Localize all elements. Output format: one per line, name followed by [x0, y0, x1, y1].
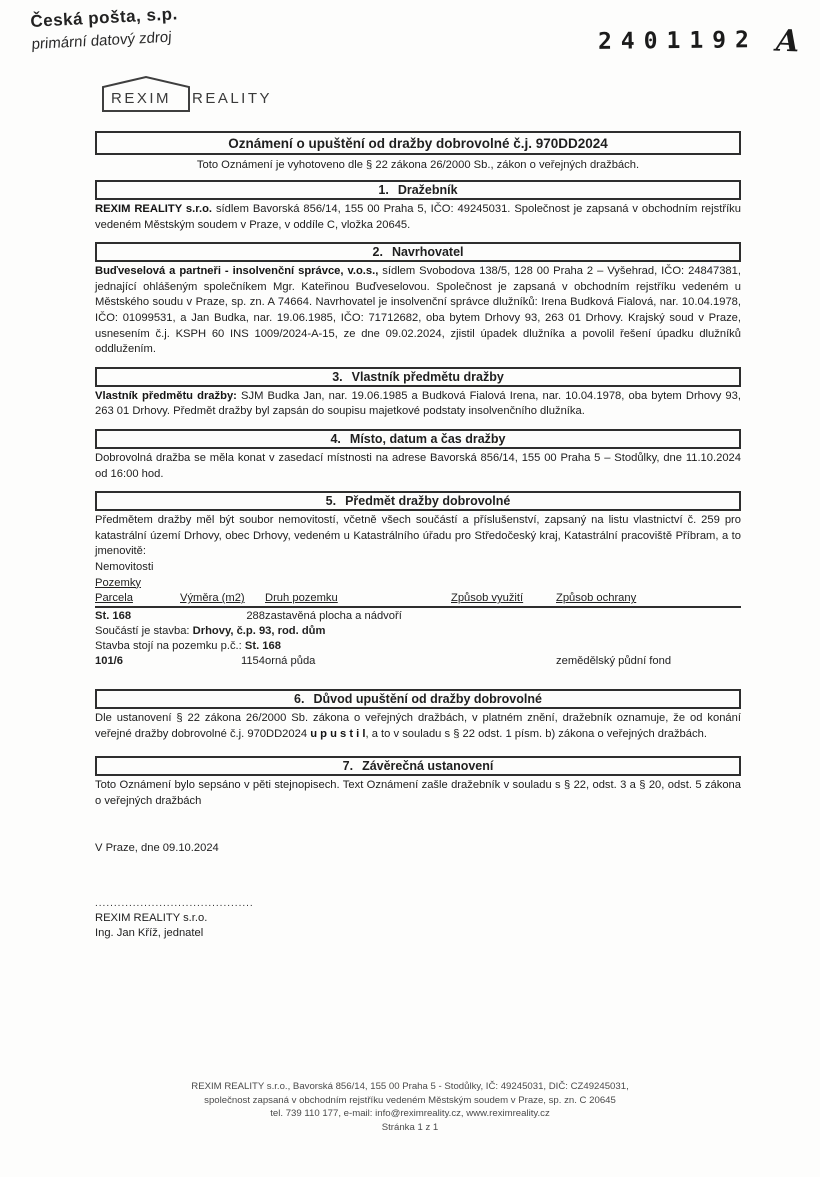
- emphasized-word: u p u s t i l: [310, 727, 366, 740]
- footer-company-line: REXIM REALITY s.r.o., Bavorská 856/14, 155 00 Praha 5 - Stodůlky, IČ: 49245031, DIČ: CZ49245031,: [191, 1081, 629, 1092]
- cell-druh: zastavěná plocha a nádvoří: [265, 610, 402, 623]
- section-2-header: [95, 242, 741, 262]
- cell-parcela: St. 168: [95, 610, 132, 623]
- col-header-druh: Druh pozemku: [265, 592, 451, 607]
- page-footer: [0, 1080, 820, 1134]
- note-building: Součástí je stavba: Drhovy, č.p. 93, rod. dům: [95, 625, 326, 638]
- svg-text:REXIM: REXIM: [111, 90, 172, 107]
- section-5-title: Předmět dražby dobrovolné: [345, 494, 511, 509]
- house-outline-icon: [100, 72, 270, 114]
- note-building-parcel: Stavba stojí na pozemku p.č.: St. 168: [95, 640, 281, 653]
- document-subtitle: Toto Oznámení je vyhotoveno dle § 22 zákona 26/2000 Sb., zákon o veřejných dražbách.: [196, 159, 640, 171]
- cell-parcela: 101/6: [95, 655, 123, 668]
- signature-name: Ing. Jan Kříž, jednatel: [95, 927, 204, 940]
- cell-vyuziti: [451, 607, 556, 623]
- rexim-reality-logo: [100, 72, 270, 119]
- section-5-number: 5.: [325, 494, 337, 509]
- table-note-row: [95, 638, 741, 653]
- section-6-header: [95, 689, 741, 709]
- cell-druh: orná půda: [265, 655, 316, 668]
- document-title-box: [95, 131, 741, 155]
- land-parcels-table: [95, 592, 741, 668]
- footer-contact-line: tel. 739 110 177, e-mail: info@reximreality.cz, www.reximreality.cz: [270, 1108, 550, 1119]
- col-header-vymera: Výměra (m2): [180, 592, 265, 607]
- cell-vymera: 288: [246, 610, 265, 623]
- col-header-parcela: Parcela: [95, 592, 180, 607]
- barcode-number-stamp: [598, 24, 800, 59]
- section-4-title: Místo, datum a čas dražby: [349, 431, 506, 446]
- signature-company: REXIM REALITY s.r.o.: [95, 912, 208, 925]
- section-5-header: [95, 491, 741, 511]
- stamp-letter: A: [775, 23, 801, 60]
- section-1-number: 1.: [378, 183, 389, 197]
- section-3-number: 3.: [332, 369, 343, 384]
- table-row: [95, 653, 741, 668]
- section-7-number: 7.: [342, 759, 354, 774]
- section-3-header: [95, 367, 741, 387]
- page-number: Stránka 1 z 1: [381, 1121, 439, 1133]
- signature-line: ..........................................: [95, 898, 254, 910]
- section-1-header: [95, 180, 741, 200]
- svg-text:REALITY: REALITY: [192, 90, 270, 107]
- col-header-ochrana: Způsob ochrany: [556, 592, 741, 607]
- place-and-date: V Praze, dne 09.10.2024: [95, 842, 219, 855]
- section-2-body: Buďveselová a partneři - insolvenční správce, v.o.s., sídlem Svobodova 138/5, 128 00 Praha 2 – Vyšehrad, IČO: 24847381, jednající ohlášeným společníkem Mgr. Kateřinou Buďveselovou. Společnost je zapsaná v obchodním rejstříku vedeném u Městského soudu v Praze, sp. zn. A 74664. Navrhovatel je insolvenční správce dlužníků: Irena Budková Fialová, nar. 10.04.1978, IČO: 01099531, a Jan Budka, nar. 19.06.1985, IČO: 71712682, oba bytem Drhovy 93, 263 01 Drhovy. Krajský soud v Praze, usnesením č.j. KSPH 60 INS 1009/2024-A-15, ze dne 09.02.2024, zjistil úpadek dlužníka a povolil řešení úpadku dlužníků oddlužením.: [95, 265, 741, 356]
- cell-vymera: 1154: [240, 655, 265, 668]
- signature-block: [95, 896, 741, 941]
- section-6-number: 6.: [294, 692, 305, 707]
- table-note-row: [95, 623, 741, 638]
- section-5-intro: Předmětem dražby měl být soubor nemovitostí, včetně všech součástí a příslušenství, zapsaný na listu vlastnictví č. 259 pro katastrální území Drhovy, obec Drhovy, vedeném u Katastrálního úřadu pro Středočeský kraj, Katastrální pracoviště Příbram, a to jmenovitě:: [95, 514, 741, 558]
- sender-subtitle: primární datový zdroj: [31, 28, 173, 53]
- section-7-header: [95, 756, 741, 776]
- section-1-title: Dražebník: [397, 183, 458, 197]
- cell-vyuziti: [451, 653, 556, 668]
- section-7-title: Závěrečná ustanovení: [362, 759, 494, 774]
- sender-name: Česká pošta, s.p.: [30, 4, 179, 31]
- section-6-body: Dle ustanovení § 22 zákona 26/2000 Sb. zákona o veřejných dražbách, v platném znění, dražebník oznamuje, že od konání veřejné dražby dobrovolné č.j. 970DD2024 u p u s t i l, a to v souladu s § 22 odst. 1 písm. b) zákona o veřejných dražbách.: [95, 712, 741, 740]
- stamp-number: 2401192: [597, 27, 759, 55]
- cell-ochrana: [556, 607, 741, 623]
- section-3-body: Vlastník předmětu dražby: SJM Budka Jan, nar. 19.06.1985 a Budková Fialová Irena, nar. 10.04.1978, oba bytem Drhovy 93, 263 01 Drhovy. Předmět dražby byl zapsán do soupisu majetkové podstaty insolvenčního dlužníka.: [95, 389, 741, 418]
- sender-block: [30, 4, 179, 53]
- section-6-title: Důvod upuštění od dražby dobrovolné: [313, 692, 542, 707]
- table-row: [95, 607, 741, 623]
- document-title: Oznámení o upuštění od dražby dobrovolné č.j. 970DD2024: [228, 135, 608, 151]
- section-2-title: Navrhovatel: [391, 245, 464, 260]
- cell-ochrana: zemědělský půdní fond: [556, 655, 672, 668]
- label-pozemky: Pozemky: [95, 576, 142, 589]
- section-7-body: Toto Oznámení bylo sepsáno v pěti stejnopisech. Text Oznámení zašle dražebník v souladu s § 22, odst. 3 a § 20, odst. 5 zákona o veřejných dražbách: [95, 779, 741, 807]
- section-2-number: 2.: [372, 245, 383, 260]
- section-4-number: 4.: [330, 431, 341, 446]
- section-4-body: Dobrovolná dražba se měla konat v zasedací místnosti na adrese Bavorská 856/14, 155 00 Praha 5 – Stodůlky, dne 11.10.2024 od 16:00 hod.: [95, 451, 741, 480]
- section-4-header: [95, 429, 741, 449]
- section-1-body: REXIM REALITY s.r.o. sídlem Bavorská 856/14, 155 00 Praha 5, IČO: 49245031. Společnost je zapsaná v obchodním rejstříku vedeném Městským soudem v Praze, v oddíle C, vložka 20645.: [95, 203, 741, 231]
- footer-registry-line: společnost zapsaná v obchodním rejstříku vedeném Městským soudem v Praze, sp. zn. C 20645: [204, 1094, 616, 1106]
- document-body: [95, 131, 741, 941]
- col-header-vyuziti: Způsob využití: [451, 592, 556, 607]
- section-3-title: Vlastník předmětu dražby: [351, 369, 504, 384]
- label-nemovitosti: Nemovitosti: [95, 560, 154, 573]
- table-header-row: [95, 592, 741, 607]
